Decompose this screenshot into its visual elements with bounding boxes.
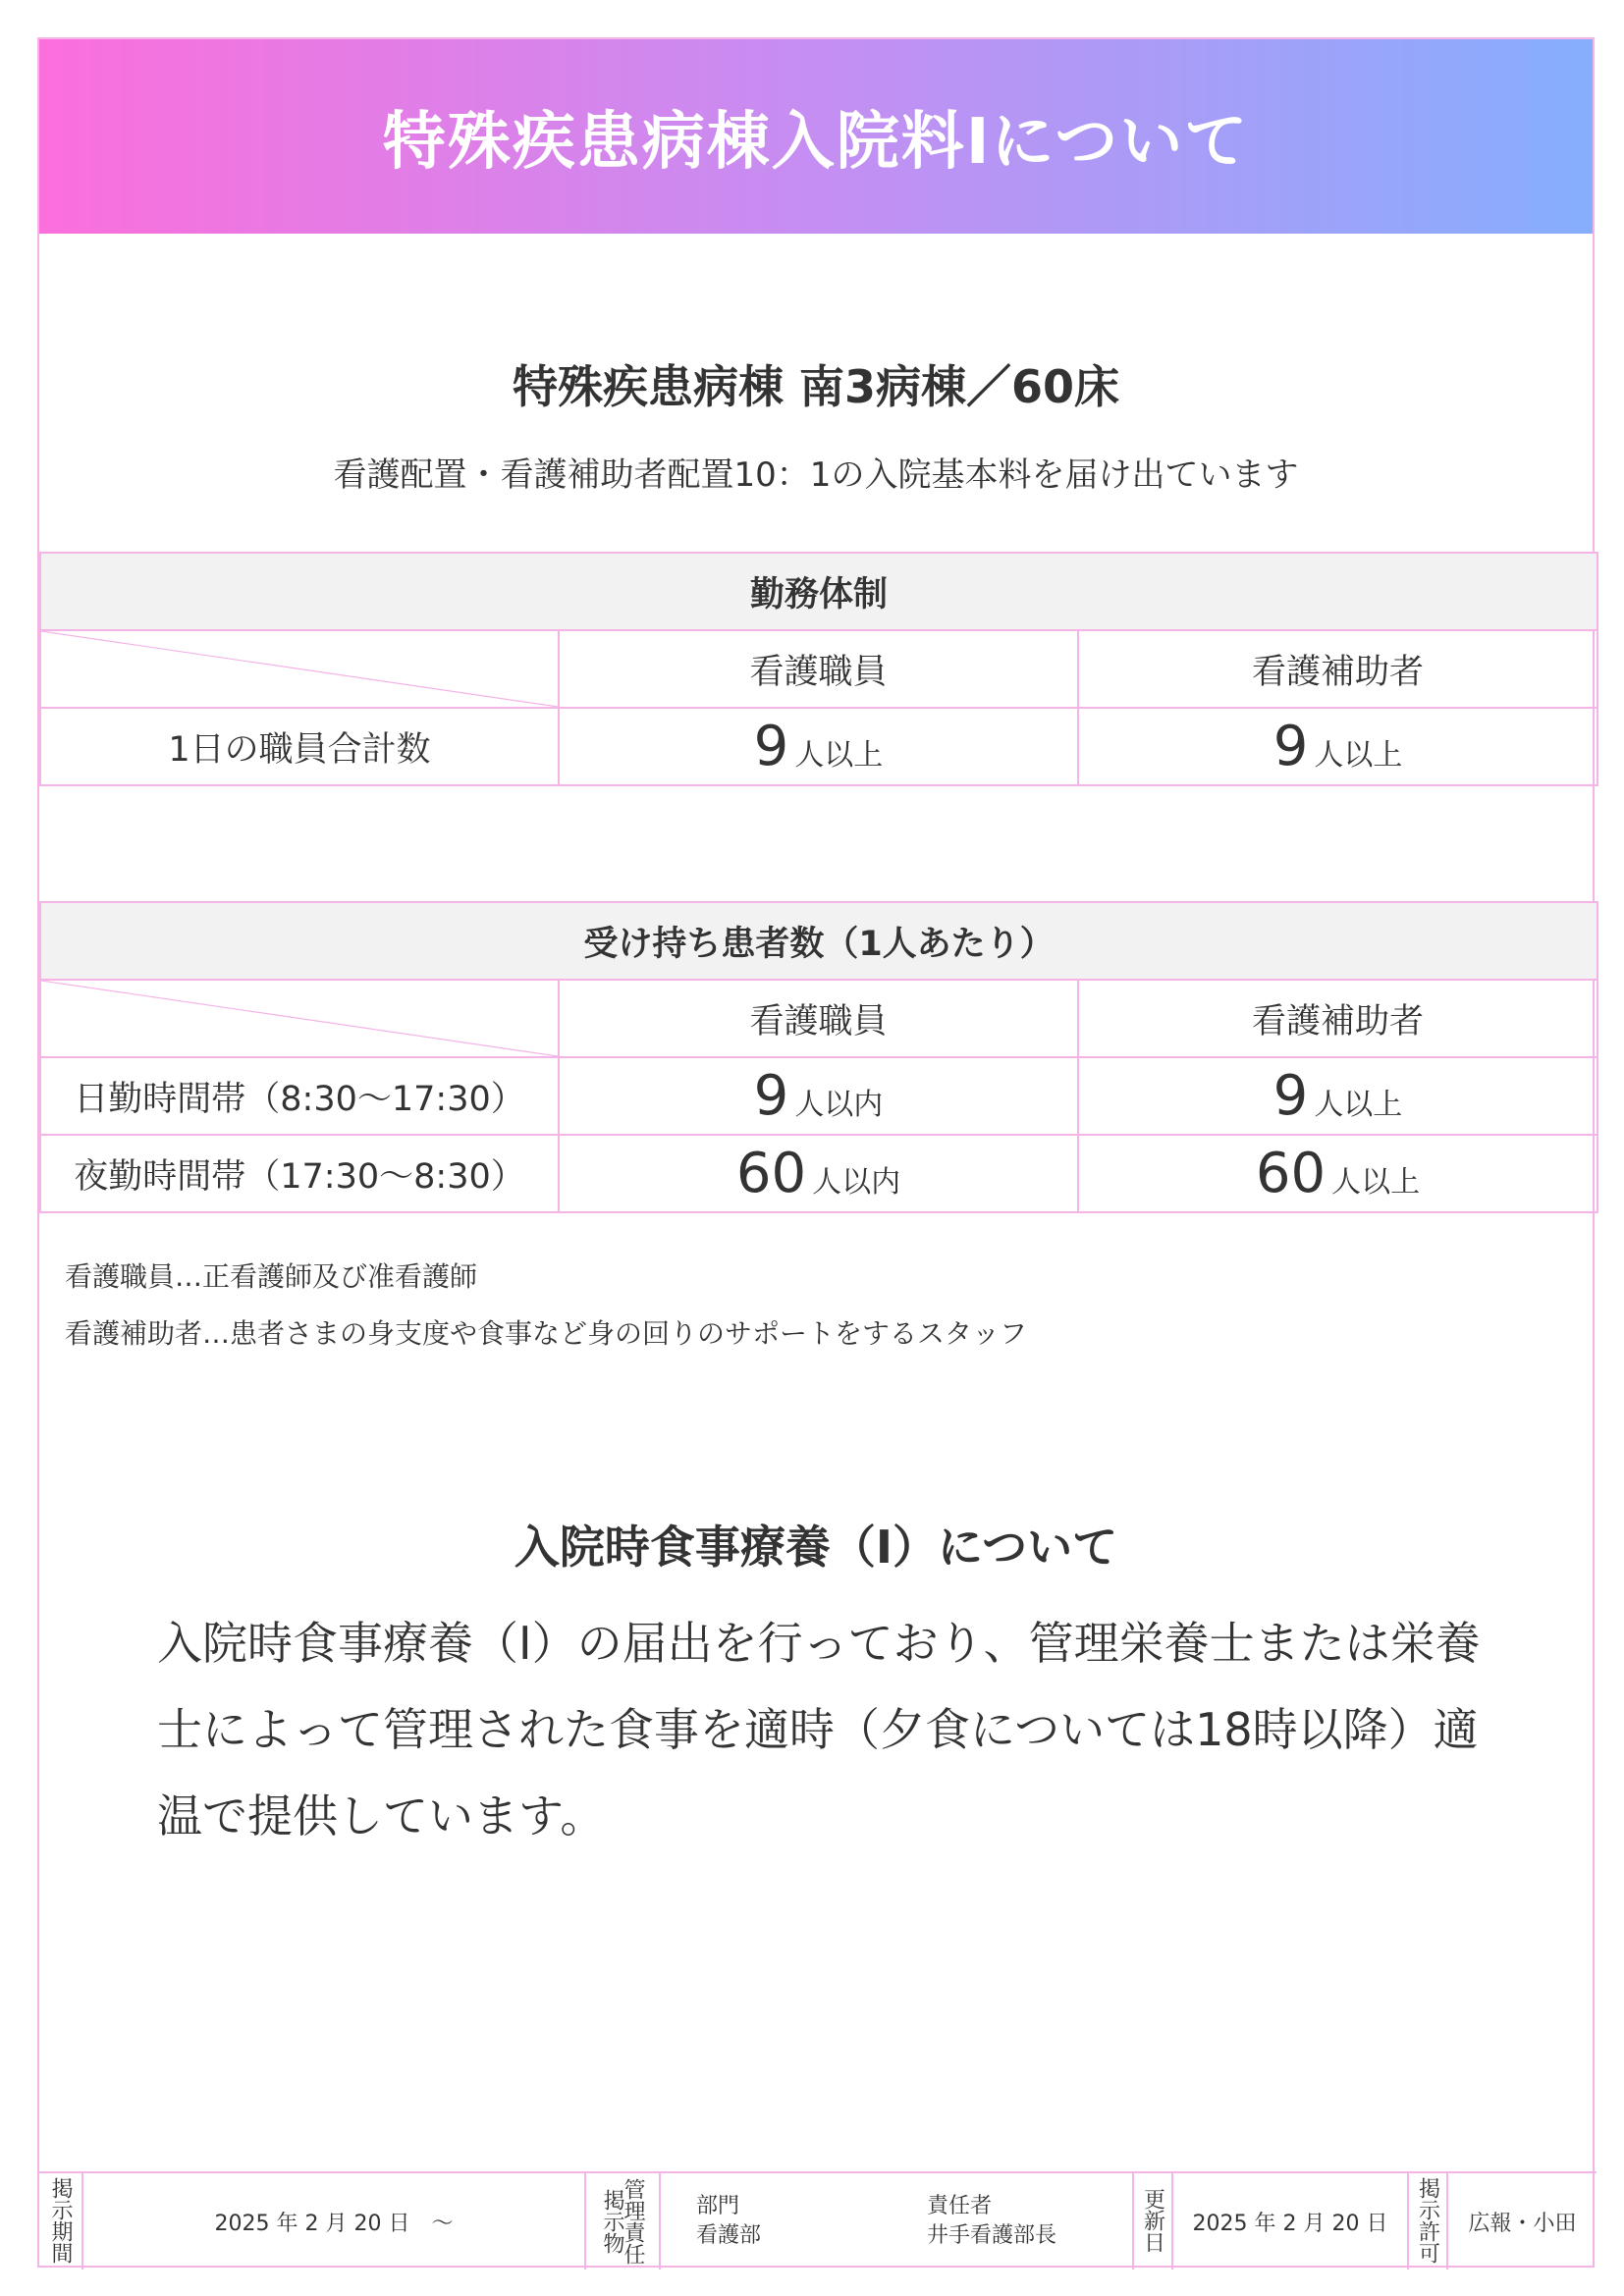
department-label: 部門: [696, 2194, 740, 2218]
period-value: 2025 年 2 月 20 日 ～: [82, 2172, 585, 2269]
staff-col-nurse: 看護職員: [559, 630, 1078, 708]
patient-table-header: 受け持ち患者数（1人あたり）: [40, 902, 1597, 980]
person-label: 責任者: [927, 2194, 993, 2218]
patient-ratio-table: [39, 901, 1598, 1213]
value-unit: 人以上: [1314, 738, 1403, 773]
title-banner: [39, 39, 1593, 234]
note-assistant: 看護補助者…患者さまの身支度や食事など身の回りのサポートをするスタッフ: [65, 1317, 1028, 1350]
value-unit: 人以上: [1314, 1088, 1403, 1122]
permit-label: 掲示許可: [1408, 2172, 1447, 2269]
day-shift-label: 日勤時間帯（8:30～17:30）: [40, 1057, 559, 1135]
staff-assistant-value: [1078, 708, 1597, 785]
posting-footer: [39, 2171, 1597, 2269]
staff-col-assistant: 看護補助者: [1078, 630, 1597, 708]
value-number: 9: [1272, 1064, 1309, 1128]
ward-subtitle: 看護配置・看護補助者配置10：1の入院基本料を届け出ています: [333, 455, 1299, 495]
definition-notes: [65, 1249, 1027, 1362]
manager-label: 掲示物 管理責任: [585, 2172, 660, 2269]
updated-label: 更新日: [1133, 2172, 1172, 2269]
diagonal-cell: [40, 630, 559, 708]
meal-body: 入院時食事療養（I）の届出を行っており、管理栄養士または栄養士によって管理された食事を適時（夕食については18時以降）適温で提供しています。: [157, 1617, 1481, 1842]
night-assistant-value: [1078, 1135, 1597, 1212]
meal-heading: 入院時食事療養（I）について: [514, 1521, 1118, 1574]
value-unit: 人以上: [794, 738, 884, 773]
permit-value: 広報・小田: [1447, 2172, 1597, 2269]
period-label: 掲示期間: [39, 2172, 82, 2269]
department: [660, 2172, 927, 2269]
responsible-person: [927, 2172, 1133, 2269]
ward-heading: 特殊疾患病棟 南3病棟／60床: [512, 360, 1120, 413]
staff-nurse-value: [559, 708, 1078, 785]
notice-sheet: [37, 37, 1595, 2268]
day-nurse-value: [559, 1057, 1078, 1135]
staff-table-header: 勤務体制: [40, 553, 1597, 630]
value-unit: 人以内: [812, 1165, 901, 1200]
value-unit: 人以上: [1331, 1165, 1421, 1200]
day-assistant-value: [1078, 1057, 1597, 1135]
updated-value: 2025 年 2 月 20 日: [1172, 2172, 1408, 2269]
night-shift-label: 夜勤時間帯（17:30～8:30）: [40, 1135, 559, 1212]
value-number: 9: [753, 1064, 789, 1128]
staff-row-label: 1日の職員合計数: [40, 708, 559, 785]
value-number: 60: [735, 1142, 807, 1205]
diagonal-cell: [40, 980, 559, 1057]
patient-col-nurse: 看護職員: [559, 980, 1078, 1057]
value-unit: 人以内: [794, 1088, 884, 1122]
patient-col-assistant: 看護補助者: [1078, 980, 1597, 1057]
note-nurse: 看護職員…正看護師及び准看護師: [65, 1260, 478, 1293]
value-number: 9: [1272, 715, 1309, 778]
department-value: 看護部: [696, 2223, 762, 2248]
value-number: 60: [1255, 1142, 1326, 1205]
person-value: 井手看護部長: [927, 2223, 1057, 2248]
page-title: 特殊疾患病棟入院料Iについて: [382, 106, 1250, 179]
staff-table: [39, 552, 1598, 786]
value-number: 9: [753, 715, 789, 778]
night-nurse-value: [559, 1135, 1078, 1212]
